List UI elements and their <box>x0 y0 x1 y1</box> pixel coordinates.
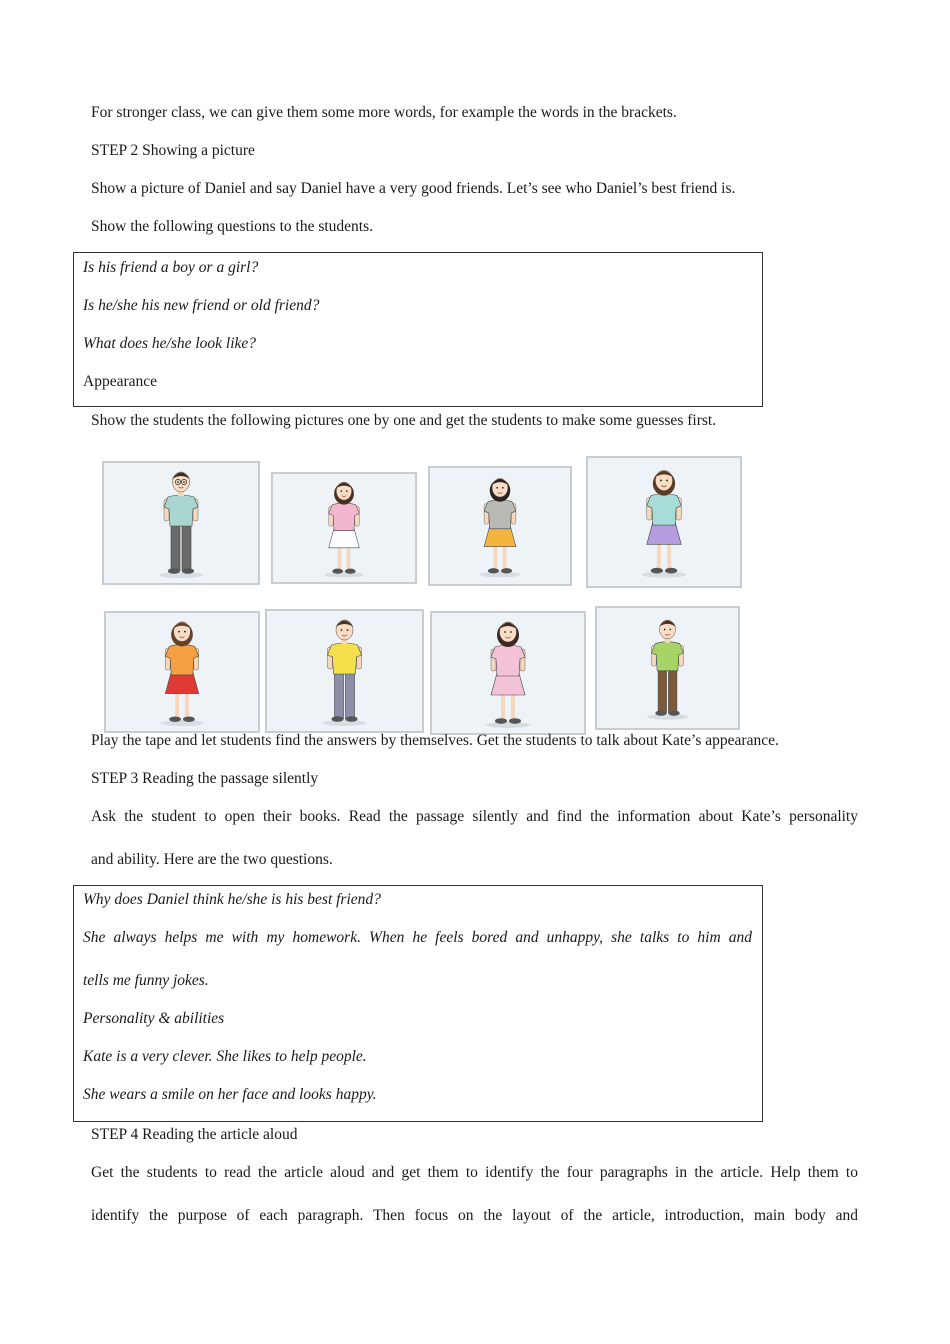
character-picture <box>586 456 742 588</box>
question-look-like: What does he/she look like? <box>83 335 257 352</box>
answer-helps-homework-line1: She always helps me with my homework. When he feels bored and unhappy, she talks to him and <box>83 929 752 946</box>
paragraph-stronger-class: For stronger class, we can give them some more words, for example the words in the brackets. <box>91 104 677 121</box>
paragraph-open-books-line2: and ability. Here are the two questions. <box>91 851 333 868</box>
boy-figure-illustration <box>267 611 422 731</box>
question-best-friend: Why does Daniel think he/she is his best friend? <box>83 891 381 908</box>
character-picture <box>102 461 260 585</box>
girl-figure-illustration <box>106 613 258 731</box>
girl-figure-illustration <box>430 468 570 584</box>
step-4-heading: STEP 4 Reading the article aloud <box>91 1126 298 1143</box>
paragraph-open-books-line1: Ask the student to open their books. Read the passage silently and find the information about Kate’s personality <box>91 808 858 825</box>
answer-helps-homework-line2: tells me funny jokes. <box>83 972 209 989</box>
questions-box-appearance <box>73 252 763 407</box>
step-2-heading: STEP 2 Showing a picture <box>91 142 255 159</box>
appearance-label: Appearance <box>83 373 158 390</box>
boy-figure-illustration <box>104 463 258 583</box>
questions-box-personality <box>73 885 763 1122</box>
paragraph-play-tape: Play the tape and let students find the answers by themselves. Get the students to talk about Kate’s appearance. <box>91 732 779 749</box>
question-boy-or-girl: Is his friend a boy or a girl? <box>83 259 259 276</box>
paragraph-show-questions: Show the following questions to the students. <box>91 218 374 235</box>
question-new-or-old-friend: Is he/she his new friend or old friend? <box>83 297 320 314</box>
girl-figure-illustration <box>588 458 740 586</box>
character-picture <box>265 609 424 733</box>
step-3-heading: STEP 3 Reading the passage silently <box>91 770 319 787</box>
paragraph-read-aloud-line1: Get the students to read the article aloud and get them to identify the four paragraphs in the article. Help them to <box>91 1164 858 1181</box>
paragraph-show-pictures: Show the students the following pictures one by one and get the students to make some guesses first. <box>91 412 717 429</box>
paragraph-show-picture: Show a picture of Daniel and say Daniel have a very good friends. Let’s see who Daniel’s best friend is. <box>91 180 736 197</box>
boy-figure-illustration <box>597 608 738 728</box>
answer-clever: Kate is a very clever. She likes to help people. <box>83 1048 367 1065</box>
answer-smile: She wears a smile on her face and looks happy. <box>83 1086 377 1103</box>
character-picture <box>104 611 260 733</box>
character-picture <box>428 466 572 586</box>
girl-figure-illustration <box>273 474 415 582</box>
character-picture <box>595 606 740 730</box>
character-picture <box>430 611 586 735</box>
girl-figure-illustration <box>432 613 584 733</box>
character-picture <box>271 472 417 584</box>
paragraph-read-aloud-line2: identify the purpose of each paragraph. Then focus on the layout of the article, introduction, main body and <box>91 1207 858 1224</box>
personality-abilities-label: Personality & abilities <box>83 1010 225 1027</box>
